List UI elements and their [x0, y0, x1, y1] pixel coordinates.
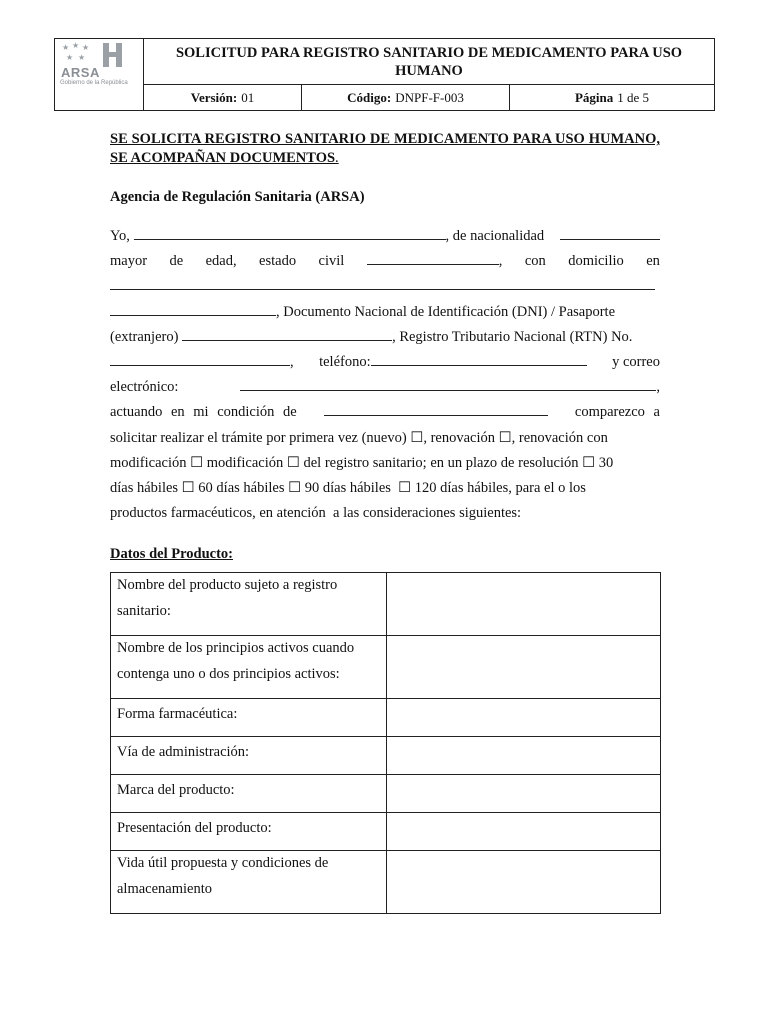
text-extranjero: (extranjero) — [110, 328, 179, 345]
logo-subtitle: Gobierno de la República — [60, 80, 128, 86]
phone-field[interactable] — [371, 350, 587, 366]
row-label: Forma farmacéutica: — [111, 699, 387, 737]
text-word: domicilio — [568, 253, 624, 270]
form-line-4 — [110, 300, 660, 325]
row-value[interactable] — [387, 737, 661, 775]
table-row — [111, 573, 661, 636]
code-cell — [301, 85, 509, 110]
heading-period: . — [335, 150, 339, 166]
civil-status-field[interactable] — [367, 249, 499, 265]
row-label: Nombre del producto sujeto a registro sanitario: — [111, 573, 387, 636]
section-title: Datos del Producto: — [110, 546, 233, 562]
code-value: DNPF-F-003 — [395, 89, 464, 105]
text-comparezco: comparezco a — [574, 404, 660, 421]
table-row — [111, 775, 661, 813]
text-word: mayor — [110, 253, 148, 270]
text-word: estado — [259, 253, 297, 270]
text-yo: Yo, — [110, 228, 130, 244]
product-data-table — [110, 572, 661, 914]
form-line-10: modificación ☐ modificación ☐ del registro sanitario; en un plazo de resolución ☐ 30 — [110, 454, 614, 471]
row-value[interactable] — [387, 573, 661, 636]
document-header — [54, 38, 715, 111]
rtn-field[interactable] — [110, 350, 290, 366]
table-row — [111, 851, 661, 914]
form-line-2 — [110, 249, 660, 274]
svg-text:★: ★ — [82, 43, 90, 52]
text-word: civil — [318, 253, 345, 270]
form-line-9: solicitar realizar el trámite por primera vez (nuevo) ☐, renovación ☐, renovación con — [110, 429, 608, 446]
text-word: con — [524, 253, 546, 270]
row-label: Vía de administración: — [111, 737, 387, 775]
row-value[interactable] — [387, 775, 661, 813]
text-word: en — [646, 253, 660, 270]
version-cell — [144, 85, 301, 110]
form-line-11: días hábiles ☐ 60 días hábiles ☐ 90 días hábiles ☐ 120 días hábiles, para el o los — [110, 479, 586, 496]
text-comma: , — [290, 353, 294, 370]
text-dni: , Documento Nacional de Identificación (DNI) / Pasaporte — [276, 303, 616, 320]
logo-name: ARSA — [61, 65, 100, 80]
table-row — [111, 699, 661, 737]
form-line-6 — [110, 350, 660, 375]
code-label: Código: — [347, 89, 392, 105]
text-comma: , — [498, 253, 503, 270]
email-field[interactable] — [240, 375, 656, 391]
form-line-1 — [110, 224, 660, 249]
page-label: Página — [574, 89, 614, 105]
form-line-5 — [110, 325, 660, 350]
address-field[interactable] — [110, 274, 655, 290]
text-condicion: actuando en mi condición de — [110, 404, 297, 421]
svg-text:★: ★ — [78, 53, 86, 62]
text-word: de — [169, 253, 184, 270]
document-title: SOLICITUD PARA REGISTRO SANITARIO DE MEDICAMENTO PARA USO HUMANO — [144, 39, 714, 85]
address-field-cont[interactable] — [110, 300, 276, 316]
text-word: edad, — [205, 253, 237, 270]
row-label: Vida útil propuesta y condiciones de almacenamiento — [111, 851, 387, 914]
row-label: Nombre de los principios activos cuando contenga uno o dos principios activos: — [111, 636, 387, 699]
table-row — [111, 636, 661, 699]
svg-text:★: ★ — [66, 53, 74, 62]
form-line-3 — [110, 274, 660, 299]
heading-text: SE SOLICITA REGISTRO SANITARIO DE MEDICAMENTO PARA USO HUMANO, SE ACOMPAÑAN DOCUMENTOS — [110, 131, 660, 166]
text-nacionalidad: , de nacionalidad — [445, 228, 545, 244]
text-electronico: electrónico: — [110, 379, 179, 396]
page-cell — [509, 85, 714, 110]
logo-cell — [55, 39, 144, 110]
row-value[interactable] — [387, 699, 661, 737]
declaration-form — [110, 224, 660, 526]
svg-text:★: ★ — [72, 41, 80, 50]
page-value: 1 de 5 — [617, 89, 650, 105]
svg-text:★: ★ — [62, 43, 70, 52]
text-correo: y correo — [612, 353, 660, 370]
agency-name: Agencia de Regulación Sanitaria (ARSA) — [110, 189, 365, 205]
table-row — [111, 813, 661, 851]
text-rtn: , Registro Tributario Nacional (RTN) No. — [392, 328, 633, 345]
text-telefono: teléfono: — [319, 353, 371, 370]
row-value[interactable] — [387, 636, 661, 699]
row-value[interactable] — [387, 851, 661, 914]
row-label: Presentación del producto: — [111, 813, 387, 851]
form-line-8 — [110, 400, 660, 425]
id-number-field[interactable] — [182, 325, 392, 341]
capacity-field[interactable] — [324, 400, 548, 416]
row-label: Marca del producto: — [111, 775, 387, 813]
text-comma: , — [656, 379, 660, 396]
row-value[interactable] — [387, 813, 661, 851]
version-value: 01 — [241, 89, 255, 105]
name-field[interactable] — [134, 224, 446, 240]
form-line-7 — [110, 375, 660, 400]
version-label: Versión: — [190, 89, 238, 105]
request-heading — [110, 130, 660, 168]
form-line-12: productos farmacéuticos, en atención a las consideraciones siguientes: — [110, 505, 522, 522]
nationality-field[interactable] — [560, 224, 660, 240]
table-row — [111, 737, 661, 775]
meta-row — [144, 85, 714, 110]
